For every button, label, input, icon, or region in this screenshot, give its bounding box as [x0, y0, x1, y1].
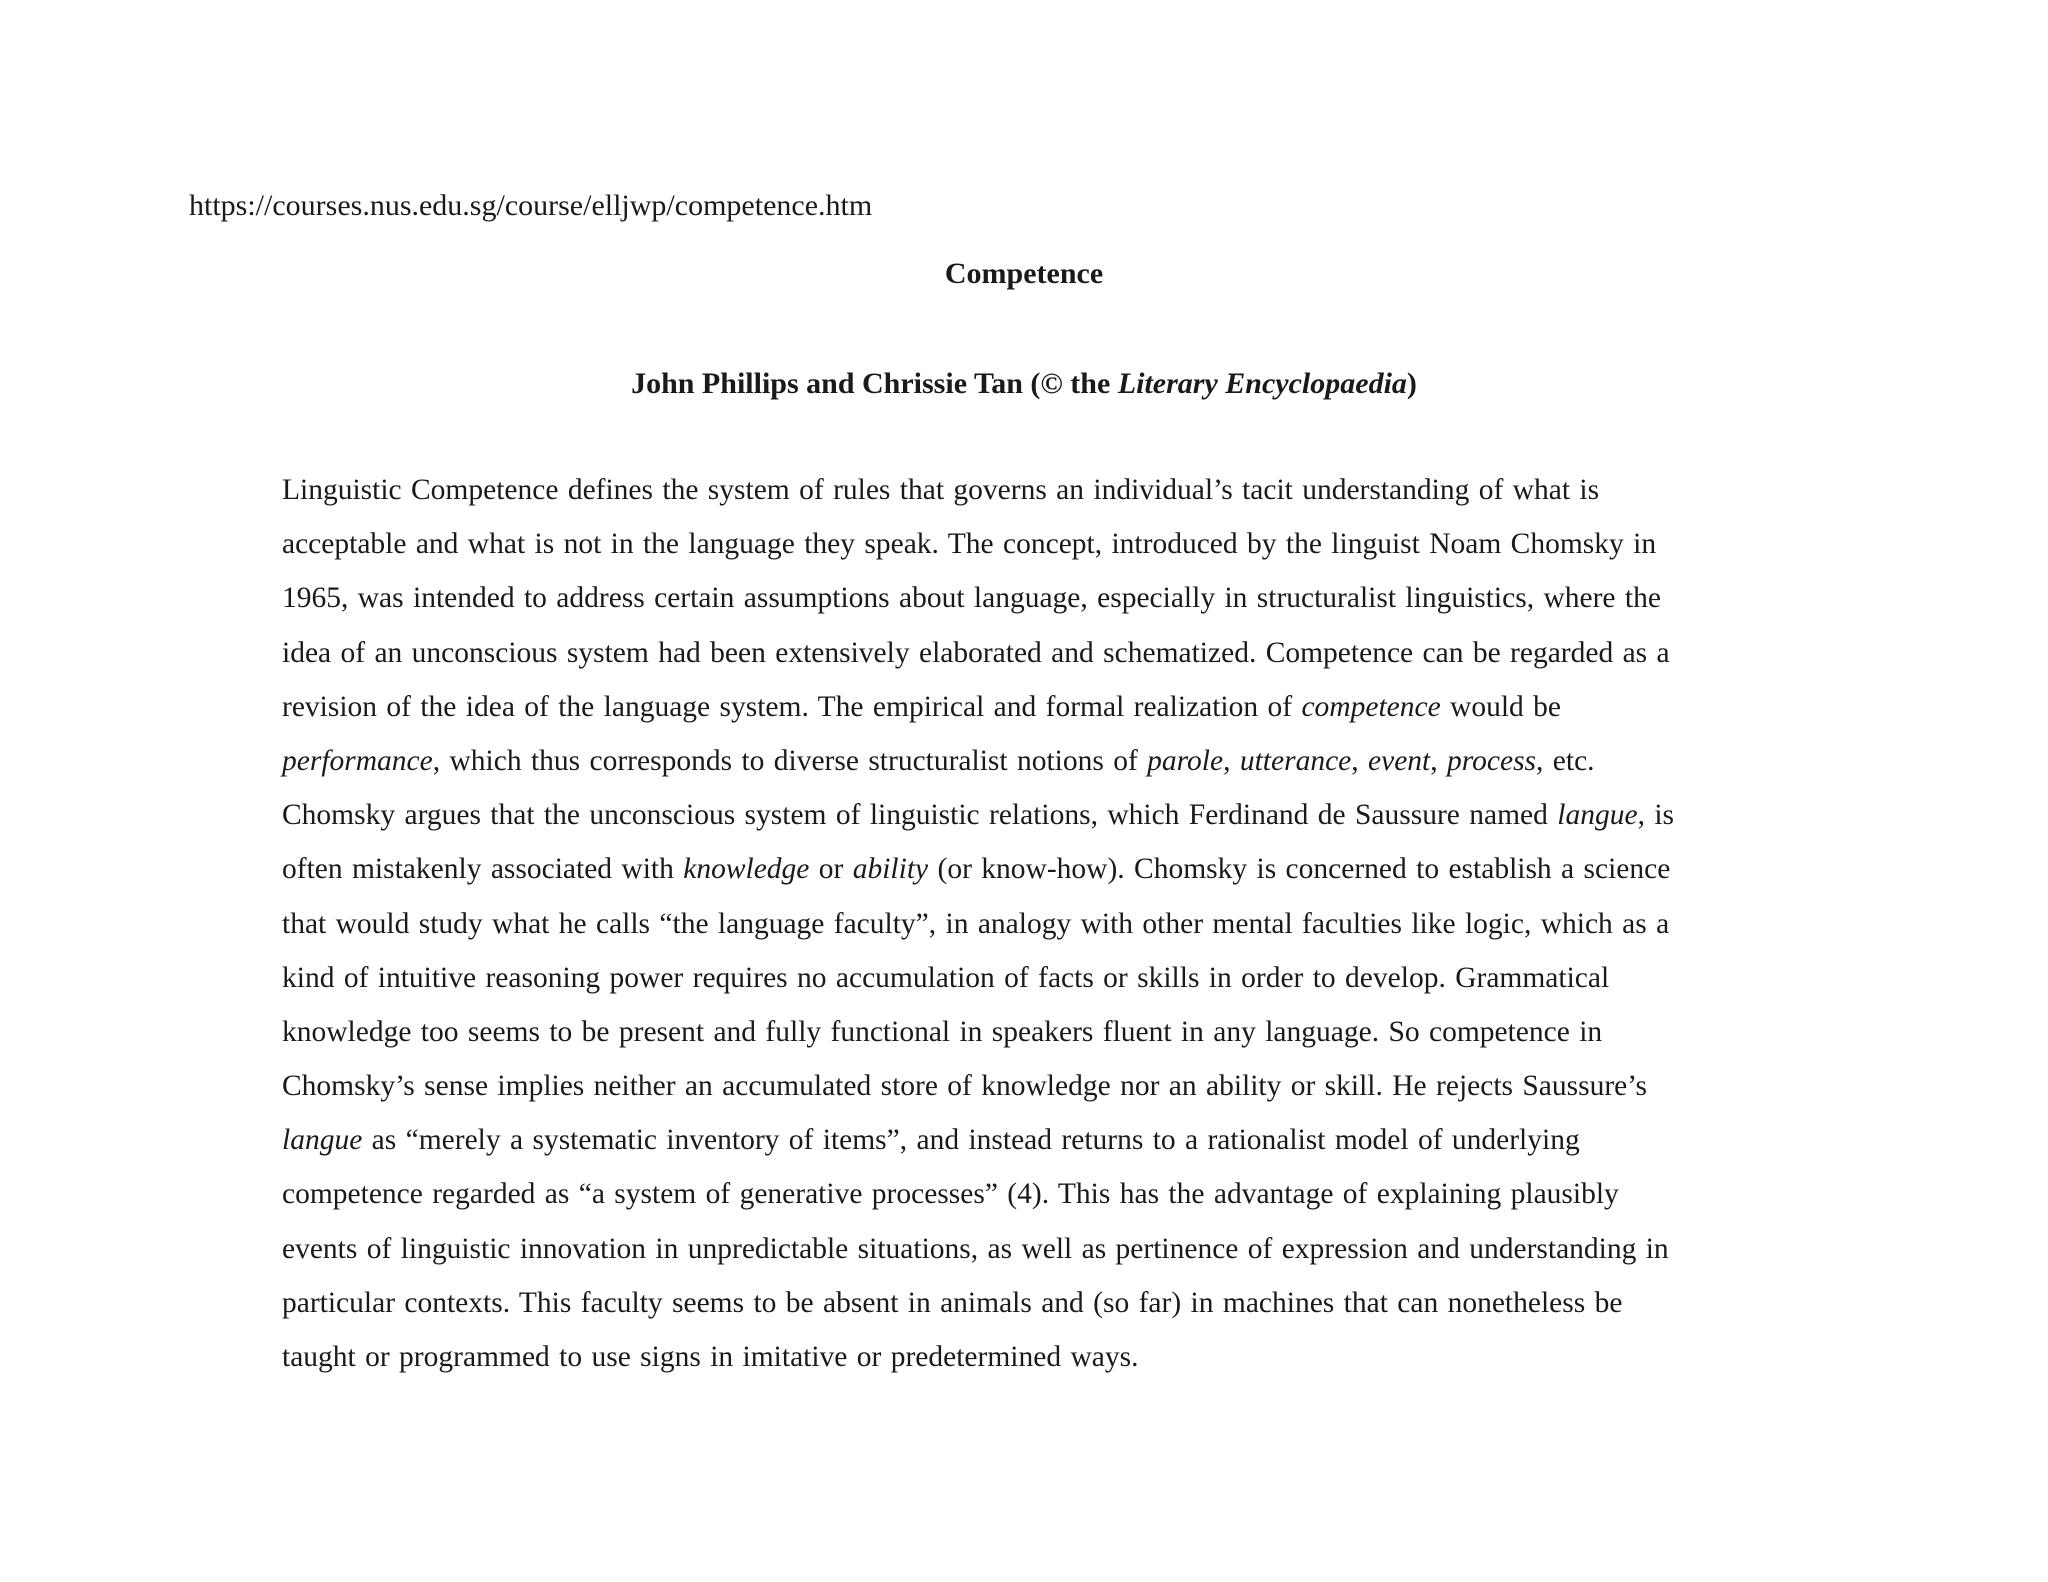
text-run: often mistakenly associated with [282, 853, 684, 886]
text-run: , etc. [1536, 744, 1595, 777]
byline-close: ) [1406, 367, 1417, 400]
page-title: Competence [944, 257, 1104, 290]
text-run: as “merely a systematic inventory of items”, and instead returns to a rationalist model of underlying [362, 1124, 1580, 1157]
italic-term: event [1368, 744, 1431, 777]
italic-term: parole [1147, 744, 1224, 777]
text-run: Chomsky argues that the unconscious system of linguistic relations, which Ferdinand de Saussure named [282, 799, 1558, 832]
text-line [282, 1120, 1782, 1174]
text-line: Linguistic Competence defines the system of rules that governs an individual’s tacit understanding of what is [282, 474, 1600, 506]
text-line [282, 741, 1782, 795]
italic-term: ability [852, 853, 929, 886]
text-line: kind of intuitive reasoning power requires no accumulation of facts or skills in order to develop. Grammatical [282, 961, 1610, 994]
text-line: events of linguistic innovation in unpredictable situations, as well as pertinence of expression and understanding in [282, 1232, 1669, 1265]
source-url: https://courses.nus.edu.sg/course/elljwp/competence.htm [189, 189, 873, 222]
text-run: revision of the idea of the language system. The empirical and formal realization of [282, 690, 1302, 723]
italic-term: langue [1557, 799, 1638, 832]
italic-term: langue [282, 1124, 363, 1157]
text-run: would be [1440, 690, 1562, 723]
italic-term: utterance [1239, 744, 1352, 777]
text-run: , [1430, 744, 1447, 777]
text-line: that would study what he calls “the language faculty”, in analogy with other mental faculties like logic, which as a [282, 907, 1670, 940]
text-run: (or know-how). Chomsky is concerned to establish a science [928, 853, 1671, 886]
text-line: acceptable and what is not in the language they speak. The concept, introduced by the linguist Noam Chomsky in [282, 528, 1657, 561]
text-line [282, 849, 1782, 903]
text-line: competence regarded as “a system of generative processes” (4). This has the advantage of explaining plausibly [282, 1178, 1619, 1211]
italic-term: process [1447, 744, 1537, 777]
text-line [282, 795, 1782, 849]
text-line: particular contexts. This faculty seems to be absent in animals and (so far) in machines that can nonetheless be [282, 1286, 1623, 1319]
text-line [282, 687, 1782, 741]
text-run: or [809, 853, 853, 886]
text-line: knowledge too seems to be present and fully functional in speakers fluent in any language. So competence in [282, 1015, 1603, 1048]
italic-term: competence [1301, 690, 1441, 723]
italic-term: knowledge [683, 853, 810, 886]
byline [0, 364, 2048, 404]
text-run: , [1223, 744, 1240, 777]
byline-source: Literary Encyclopaedia [1117, 367, 1407, 400]
text-run: , [1351, 744, 1369, 777]
byline-authors: John Phillips and Chrissie Tan (© the [631, 367, 1118, 400]
text-run: , is [1637, 799, 1675, 832]
text-line: taught or programmed to use signs in imitative or predetermined ways. [282, 1341, 1139, 1373]
text-run: , which thus corresponds to diverse structuralist notions of [432, 744, 1148, 777]
text-line: 1965, was intended to address certain assumptions about language, especially in structuralist linguistics, where the [282, 582, 1661, 615]
body-paragraph [282, 470, 1782, 1391]
text-line: idea of an unconscious system had been extensively elaborated and schematized. Competence can be regarded as a [282, 636, 1670, 669]
text-line: Chomsky’s sense implies neither an accumulated store of knowledge nor an ability or skill. He rejects Saussure’s [282, 1070, 1647, 1103]
italic-term: performance [282, 744, 433, 777]
